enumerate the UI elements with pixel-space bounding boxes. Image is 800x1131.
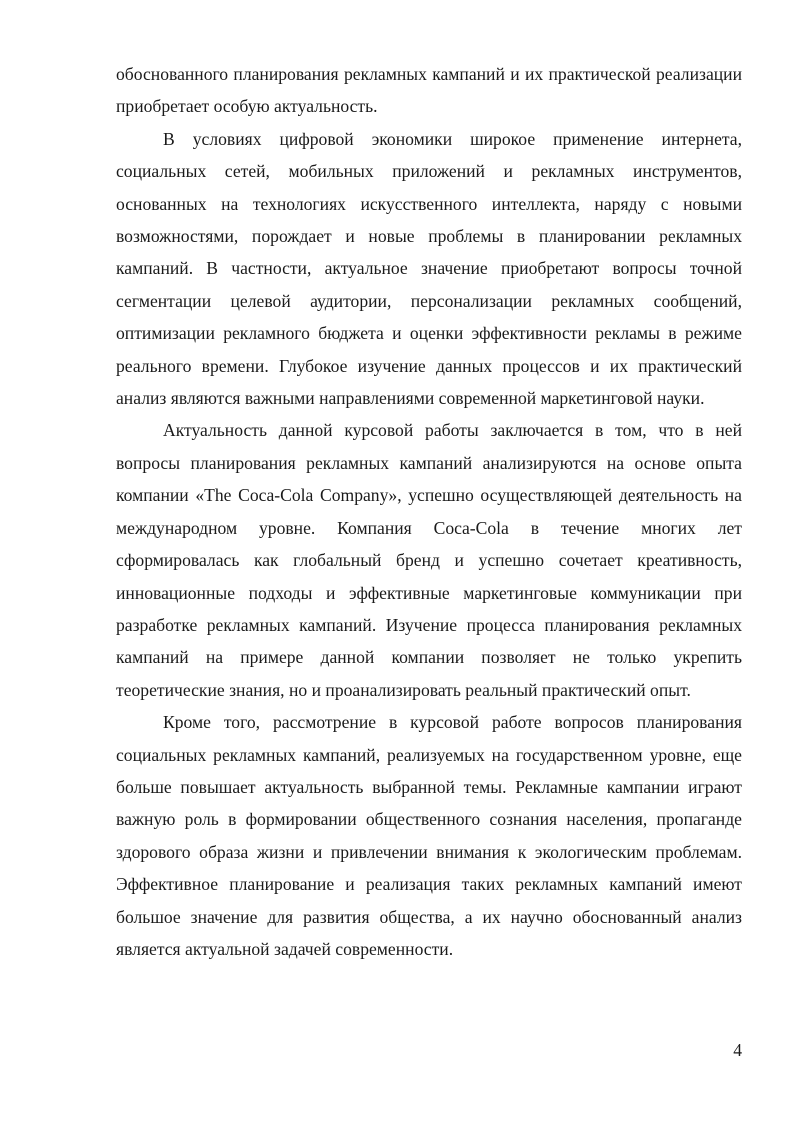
document-page	[116, 58, 742, 965]
paragraph-coca-cola-relevance: Актуальность данной курсовой работы заключается в том, что в ней вопросы планирования рекламных кампаний анализируются на основе опыта компании «The Coca-Cola Company», успешно осуществляющей деятельность на международном уровне. Компания Coca-Cola в течение многих лет сформировалась как глобальный бренд и успешно сочетает креативность, инновационные подходы и эффективные маркетинговые коммуникации при разработке рекламных кампаний. Изучение процесса планирования рекламных кампаний на примере данной компании позволяет не только укрепить теоретические знания, но и проанализировать реальный практический опыт.	[116, 420, 742, 700]
paragraph-continuation: обоснованного планирования рекламных кампаний и их практической реализации приобретает особую актуальность.	[116, 64, 742, 117]
paragraph-digital-economy: В условиях цифровой экономики широкое применение интернета, социальных сетей, мобильных приложений и рекламных инструментов, основанных на технологиях искусственного интеллекта, наряду с новыми возможностями, порождает и новые проблемы в планировании рекламных кампаний. В частности, актуальное значение приобретают вопросы точной сегментации целевой аудитории, персонализации рекламных сообщений, оптимизации рекламного бюджета и оценки эффективности рекламы в режиме реального времени. Глубокое изучение данных процессов и их практический анализ являются важными направлениями современной маркетинговой науки.	[116, 128, 742, 409]
paragraph-social-campaigns: Кроме того, рассмотрение в курсовой работе вопросов планирования социальных рекламных кампаний, реализуемых на государственном уровне, еще больше повышает актуальность выбранной темы. Рекламные кампании играют важную роль в формировании общественного сознания населения, пропаганде здорового образа жизни и привлечении внимания к экологическим проблемам. Эффективное планирование и реализация таких рекламных кампаний имеют большое значение для развития общества, а их научно обоснованный анализ является актуальной задачей современности.	[116, 712, 742, 959]
page-number: 4	[733, 1040, 742, 1060]
